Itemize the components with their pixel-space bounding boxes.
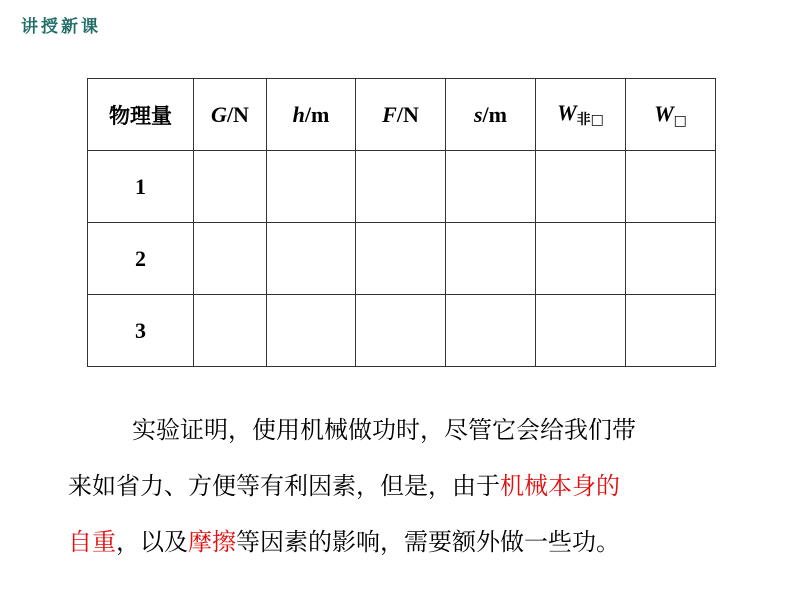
table-cell [267,151,356,223]
table-cell [536,151,626,223]
paragraph-line-3-text-b: 等因素的影响，需要额外做一些功。 [236,528,620,556]
header-physical-quantity: 物理量 [88,79,194,151]
table-cell [536,295,626,367]
table-cell [267,223,356,295]
header-h-unit: /m [304,101,330,127]
table-cell [194,223,267,295]
row-number: 3 [88,295,194,367]
paragraph-line-1: 实验证明，使用机械做功时，尽管它会给我们带 [132,416,636,444]
header-w-extra-var: W [557,100,577,125]
header-s-var: s [473,101,483,127]
header-h [267,79,356,151]
header-g-unit: /N [226,101,249,127]
table-row [88,223,716,295]
paragraph-line-2-text: 来如省力、方便等有利因素，但是，由于 [68,472,500,500]
header-f [356,79,446,151]
table-cell [446,295,536,367]
header-h-var: h [292,101,305,127]
header-s [446,79,536,151]
table-cell [194,295,267,367]
table-cell [446,223,536,295]
header-f-unit: /N [396,101,419,127]
table-row [88,295,716,367]
row-number: 1 [88,151,194,223]
table-row [88,151,716,223]
table-cell [626,223,716,295]
table-cell [626,151,716,223]
header-w-total-var: W [654,100,674,126]
header-s-unit: /m [482,101,507,127]
table-cell [626,295,716,367]
section-title: 讲授新课 [21,17,101,37]
header-g-var: G [211,101,227,127]
paragraph-line-3-text-a: ，以及 [116,528,188,556]
table-cell [446,151,536,223]
header-w-extra-sub: 非□ [576,112,604,128]
highlight-self-weight: 自重 [68,528,116,556]
table-cell [194,151,267,223]
table-cell [356,151,446,223]
header-f-var: F [382,101,397,127]
row-number: 2 [88,223,194,295]
table-cell [536,223,626,295]
data-table [87,78,716,367]
table-header-row [88,79,716,151]
table-cell [356,223,446,295]
header-w-total-sub: □ [673,112,687,129]
highlight-friction: 摩擦 [188,528,236,556]
explanation-paragraph [68,402,748,570]
header-w-total [626,79,716,151]
table-cell [356,295,446,367]
header-w-extra [536,79,626,151]
highlight-mechanism-itself: 机械本身的 [500,472,620,500]
header-g [194,79,267,151]
table-cell [267,295,356,367]
